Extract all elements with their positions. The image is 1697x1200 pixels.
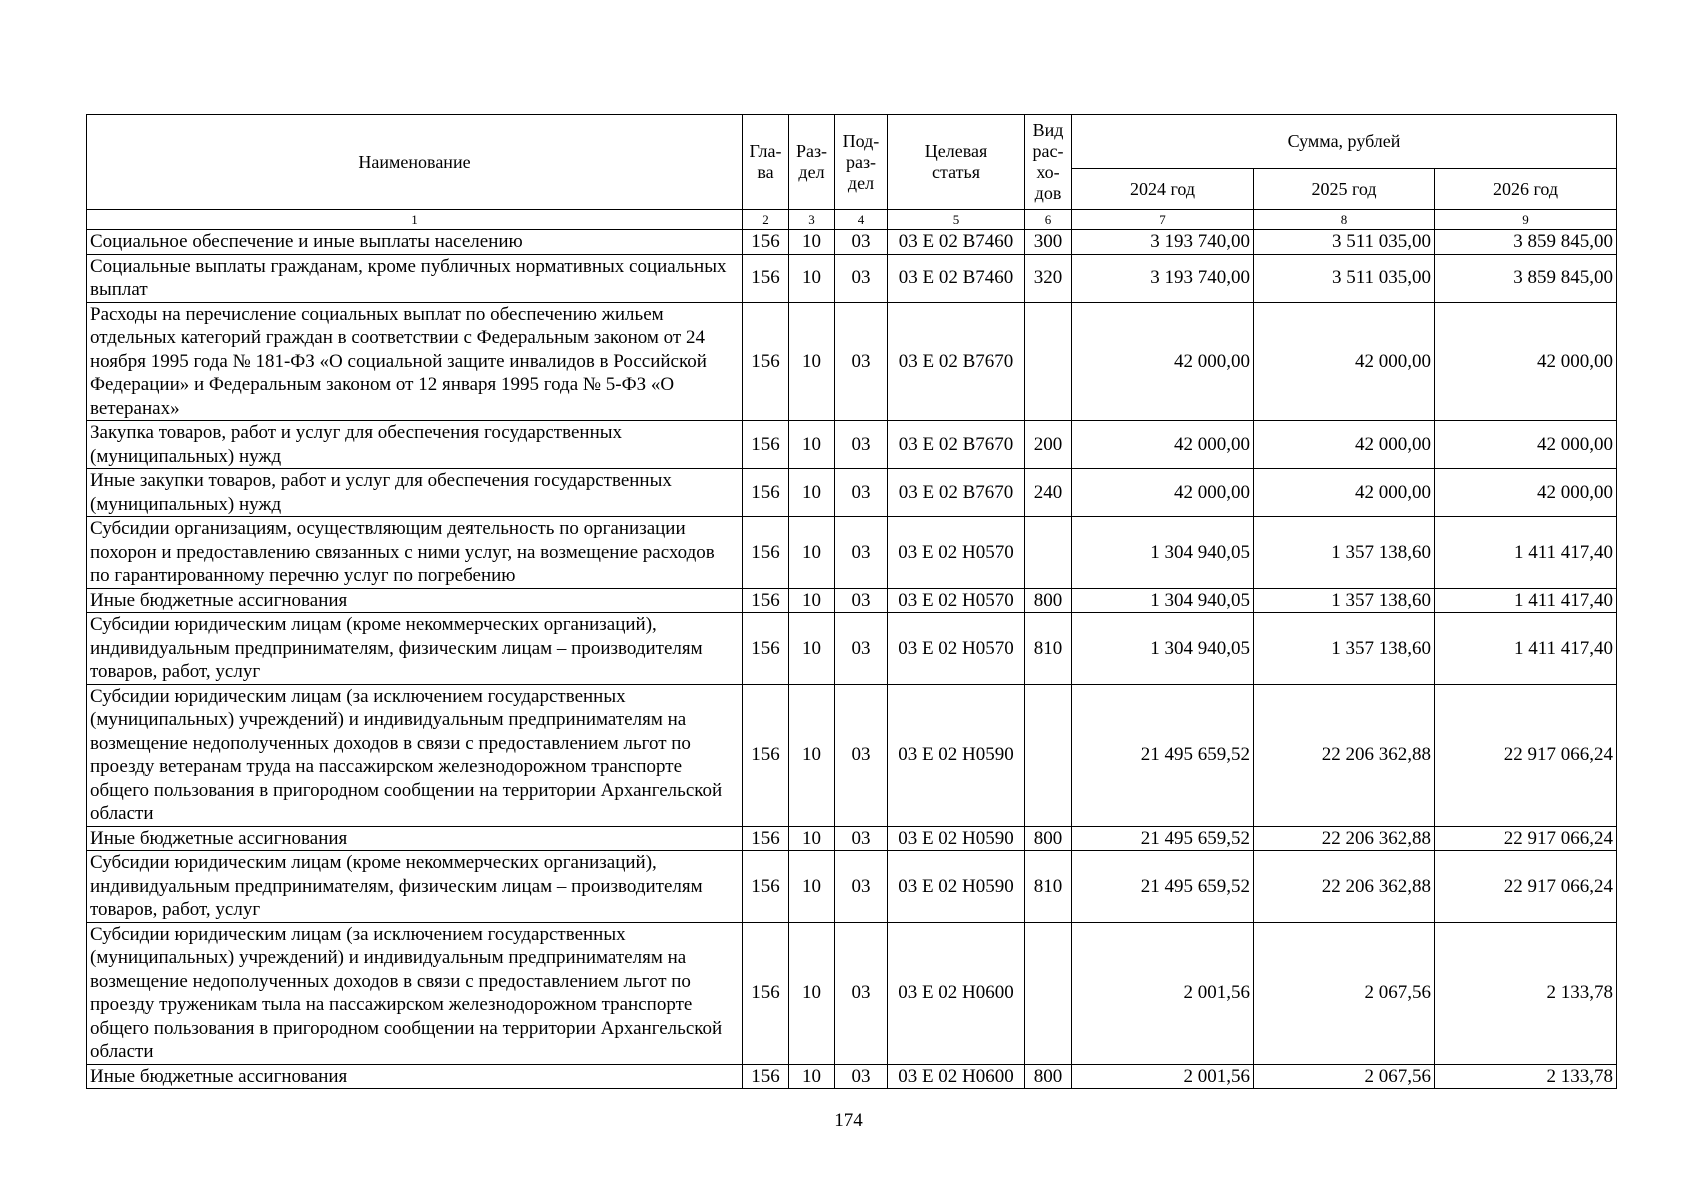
row-sum-2026: 42 000,00 [1435, 421, 1617, 469]
row-podrazdel: 03 [835, 302, 888, 421]
header-year-2024: 2024 год [1072, 169, 1254, 210]
row-sum-2025: 2 067,56 [1254, 922, 1435, 1064]
row-sum-2026: 42 000,00 [1435, 469, 1617, 517]
row-sum-2026: 22 917 066,24 [1435, 684, 1617, 826]
row-name: Субсидии юридическим лицам (кроме некоммерческих организаций), индивидуальным предпринимателям, физическим лицам – производителям товаров, работ, услуг [87, 613, 743, 685]
row-razdel: 10 [789, 469, 835, 517]
row-sum-2025: 22 206 362,88 [1254, 684, 1435, 826]
row-podrazdel: 03 [835, 851, 888, 923]
row-name: Иные бюджетные ассигнования [87, 826, 743, 851]
row-sum-2026: 1 411 417,40 [1435, 613, 1617, 685]
col-number: 3 [789, 210, 835, 230]
col-number: 4 [835, 210, 888, 230]
table-row [87, 230, 1617, 255]
header-year-2025: 2025 год [1254, 169, 1435, 210]
budget-table [86, 114, 1617, 1089]
row-vid [1025, 517, 1072, 589]
row-razdel: 10 [789, 826, 835, 851]
row-glava: 156 [743, 826, 789, 851]
row-sum-2026: 22 917 066,24 [1435, 851, 1617, 923]
col-number: 8 [1254, 210, 1435, 230]
row-sum-2025: 22 206 362,88 [1254, 851, 1435, 923]
row-target: 03 Е 02 Н0570 [888, 588, 1025, 613]
row-name: Субсидии юридическим лицам (за исключением государственных (муниципальных) учреждений) и индивидуальным предпринимателям на возмещение недополученных доходов в связи с предоставлением льгот по проезду труженикам тыла на пассажирском железнодорожном транспорте общего пользования в пригородном сообщении на территории Архангельской области [87, 922, 743, 1064]
row-podrazdel: 03 [835, 230, 888, 255]
row-sum-2026: 2 133,78 [1435, 922, 1617, 1064]
col-number: 6 [1025, 210, 1072, 230]
row-target: 03 Е 02 Н0590 [888, 826, 1025, 851]
col-number: 1 [87, 210, 743, 230]
row-podrazdel: 03 [835, 254, 888, 302]
row-sum-2025: 2 067,56 [1254, 1064, 1435, 1089]
row-sum-2026: 22 917 066,24 [1435, 826, 1617, 851]
row-podrazdel: 03 [835, 613, 888, 685]
row-sum-2024: 3 193 740,00 [1072, 254, 1254, 302]
row-razdel: 10 [789, 1064, 835, 1089]
row-glava: 156 [743, 613, 789, 685]
row-glava: 156 [743, 421, 789, 469]
row-sum-2026: 3 859 845,00 [1435, 230, 1617, 255]
row-sum-2024: 42 000,00 [1072, 421, 1254, 469]
row-razdel: 10 [789, 851, 835, 923]
row-vid [1025, 922, 1072, 1064]
row-glava: 156 [743, 469, 789, 517]
row-razdel: 10 [789, 421, 835, 469]
header-vid: Вид рас- хо- дов [1025, 115, 1072, 210]
row-sum-2025: 1 357 138,60 [1254, 588, 1435, 613]
row-target: 03 Е 02 Н0600 [888, 922, 1025, 1064]
row-sum-2026: 1 411 417,40 [1435, 517, 1617, 589]
row-sum-2024: 42 000,00 [1072, 469, 1254, 517]
row-glava: 156 [743, 302, 789, 421]
row-target: 03 Е 02 В7460 [888, 230, 1025, 255]
row-sum-2024: 42 000,00 [1072, 302, 1254, 421]
row-sum-2025: 42 000,00 [1254, 469, 1435, 517]
row-vid: 800 [1025, 588, 1072, 613]
header-name: Наименование [87, 115, 743, 210]
row-sum-2025: 3 511 035,00 [1254, 254, 1435, 302]
row-sum-2025: 42 000,00 [1254, 421, 1435, 469]
row-sum-2024: 21 495 659,52 [1072, 684, 1254, 826]
row-razdel: 10 [789, 588, 835, 613]
row-razdel: 10 [789, 302, 835, 421]
row-vid: 320 [1025, 254, 1072, 302]
table-row [87, 851, 1617, 923]
col-number: 9 [1435, 210, 1617, 230]
row-name: Расходы на перечисление социальных выплат по обеспечению жильем отдельных категорий граждан в соответствии с Федеральным законом от 24 ноября 1995 года № 181-ФЗ «О социальной защите инвалидов в Российской Федерации» и Федеральным законом от 12 января 1995 года № 5-ФЗ «О ветеранах» [87, 302, 743, 421]
row-glava: 156 [743, 230, 789, 255]
row-name: Иные бюджетные ассигнования [87, 588, 743, 613]
col-number: 7 [1072, 210, 1254, 230]
row-sum-2025: 1 357 138,60 [1254, 613, 1435, 685]
row-target: 03 Е 02 Н0600 [888, 1064, 1025, 1089]
row-sum-2026: 2 133,78 [1435, 1064, 1617, 1089]
row-sum-2024: 21 495 659,52 [1072, 851, 1254, 923]
row-vid [1025, 302, 1072, 421]
table-row [87, 1064, 1617, 1089]
header-razdel: Раз- дел [789, 115, 835, 210]
row-name: Социальное обеспечение и иные выплаты населению [87, 230, 743, 255]
row-sum-2025: 3 511 035,00 [1254, 230, 1435, 255]
row-sum-2024: 1 304 940,05 [1072, 517, 1254, 589]
row-razdel: 10 [789, 922, 835, 1064]
row-razdel: 10 [789, 254, 835, 302]
row-podrazdel: 03 [835, 1064, 888, 1089]
col-number: 2 [743, 210, 789, 230]
row-sum-2025: 42 000,00 [1254, 302, 1435, 421]
row-vid: 240 [1025, 469, 1072, 517]
table-row [87, 684, 1617, 826]
row-target: 03 Е 02 В7460 [888, 254, 1025, 302]
row-name: Субсидии организациям, осуществляющим деятельность по организации похорон и предоставлению связанных с ними услуг, на возмещение расходов по гарантированному перечню услуг по погребению [87, 517, 743, 589]
row-target: 03 Е 02 Н0570 [888, 613, 1025, 685]
row-target: 03 Е 02 Н0590 [888, 684, 1025, 826]
row-vid: 200 [1025, 421, 1072, 469]
row-podrazdel: 03 [835, 469, 888, 517]
row-glava: 156 [743, 588, 789, 613]
header-sum: Сумма, рублей [1072, 115, 1617, 169]
table-row [87, 302, 1617, 421]
document-page [86, 114, 1616, 1089]
row-name: Иные закупки товаров, работ и услуг для обеспечения государственных (муниципальных) нужд [87, 469, 743, 517]
row-podrazdel: 03 [835, 826, 888, 851]
row-podrazdel: 03 [835, 421, 888, 469]
table-row [87, 469, 1617, 517]
table-row [87, 254, 1617, 302]
row-target: 03 Е 02 В7670 [888, 421, 1025, 469]
row-glava: 156 [743, 254, 789, 302]
table-row [87, 421, 1617, 469]
table-row [87, 922, 1617, 1064]
column-number-row [87, 210, 1617, 230]
row-target: 03 Е 02 В7670 [888, 469, 1025, 517]
row-podrazdel: 03 [835, 517, 888, 589]
row-name: Субсидии юридическим лицам (за исключением государственных (муниципальных) учреждений) и индивидуальным предпринимателям на возмещение недополученных доходов в связи с предоставлением льгот по проезду ветеранам труда на пассажирском железнодорожном транспорте общего пользования в пригородном сообщении на территории Архангельской области [87, 684, 743, 826]
row-sum-2025: 1 357 138,60 [1254, 517, 1435, 589]
row-vid: 810 [1025, 613, 1072, 685]
row-podrazdel: 03 [835, 922, 888, 1064]
table-row [87, 517, 1617, 589]
row-glava: 156 [743, 517, 789, 589]
row-name: Субсидии юридическим лицам (кроме некоммерческих организаций), индивидуальным предпринимателям, физическим лицам – производителям товаров, работ, услуг [87, 851, 743, 923]
row-razdel: 10 [789, 613, 835, 685]
row-sum-2024: 1 304 940,05 [1072, 613, 1254, 685]
row-name: Социальные выплаты гражданам, кроме публичных нормативных социальных выплат [87, 254, 743, 302]
table-row [87, 826, 1617, 851]
row-glava: 156 [743, 1064, 789, 1089]
row-podrazdel: 03 [835, 684, 888, 826]
row-glava: 156 [743, 922, 789, 1064]
row-target: 03 Е 02 В7670 [888, 302, 1025, 421]
row-sum-2024: 2 001,56 [1072, 922, 1254, 1064]
row-name: Иные бюджетные ассигнования [87, 1064, 743, 1089]
row-sum-2024: 3 193 740,00 [1072, 230, 1254, 255]
row-sum-2026: 3 859 845,00 [1435, 254, 1617, 302]
table-body [87, 230, 1617, 1089]
table-row [87, 588, 1617, 613]
row-glava: 156 [743, 851, 789, 923]
page-number: 174 [834, 1110, 863, 1131]
row-vid: 800 [1025, 1064, 1072, 1089]
row-razdel: 10 [789, 684, 835, 826]
header-podrazdel: Под- раз- дел [835, 115, 888, 210]
row-razdel: 10 [789, 517, 835, 589]
row-target: 03 Е 02 Н0570 [888, 517, 1025, 589]
row-sum-2025: 22 206 362,88 [1254, 826, 1435, 851]
row-target: 03 Е 02 Н0590 [888, 851, 1025, 923]
col-number: 5 [888, 210, 1025, 230]
row-sum-2026: 1 411 417,40 [1435, 588, 1617, 613]
row-vid [1025, 684, 1072, 826]
row-name: Закупка товаров, работ и услуг для обеспечения государственных (муниципальных) нужд [87, 421, 743, 469]
header-year-2026: 2026 год [1435, 169, 1617, 210]
row-sum-2024: 21 495 659,52 [1072, 826, 1254, 851]
row-podrazdel: 03 [835, 588, 888, 613]
row-vid: 810 [1025, 851, 1072, 923]
row-vid: 300 [1025, 230, 1072, 255]
row-vid: 800 [1025, 826, 1072, 851]
row-razdel: 10 [789, 230, 835, 255]
row-glava: 156 [743, 684, 789, 826]
header-target: Целевая статья [888, 115, 1025, 210]
row-sum-2024: 2 001,56 [1072, 1064, 1254, 1089]
header-glava: Гла- ва [743, 115, 789, 210]
row-sum-2026: 42 000,00 [1435, 302, 1617, 421]
table-row [87, 613, 1617, 685]
row-sum-2024: 1 304 940,05 [1072, 588, 1254, 613]
